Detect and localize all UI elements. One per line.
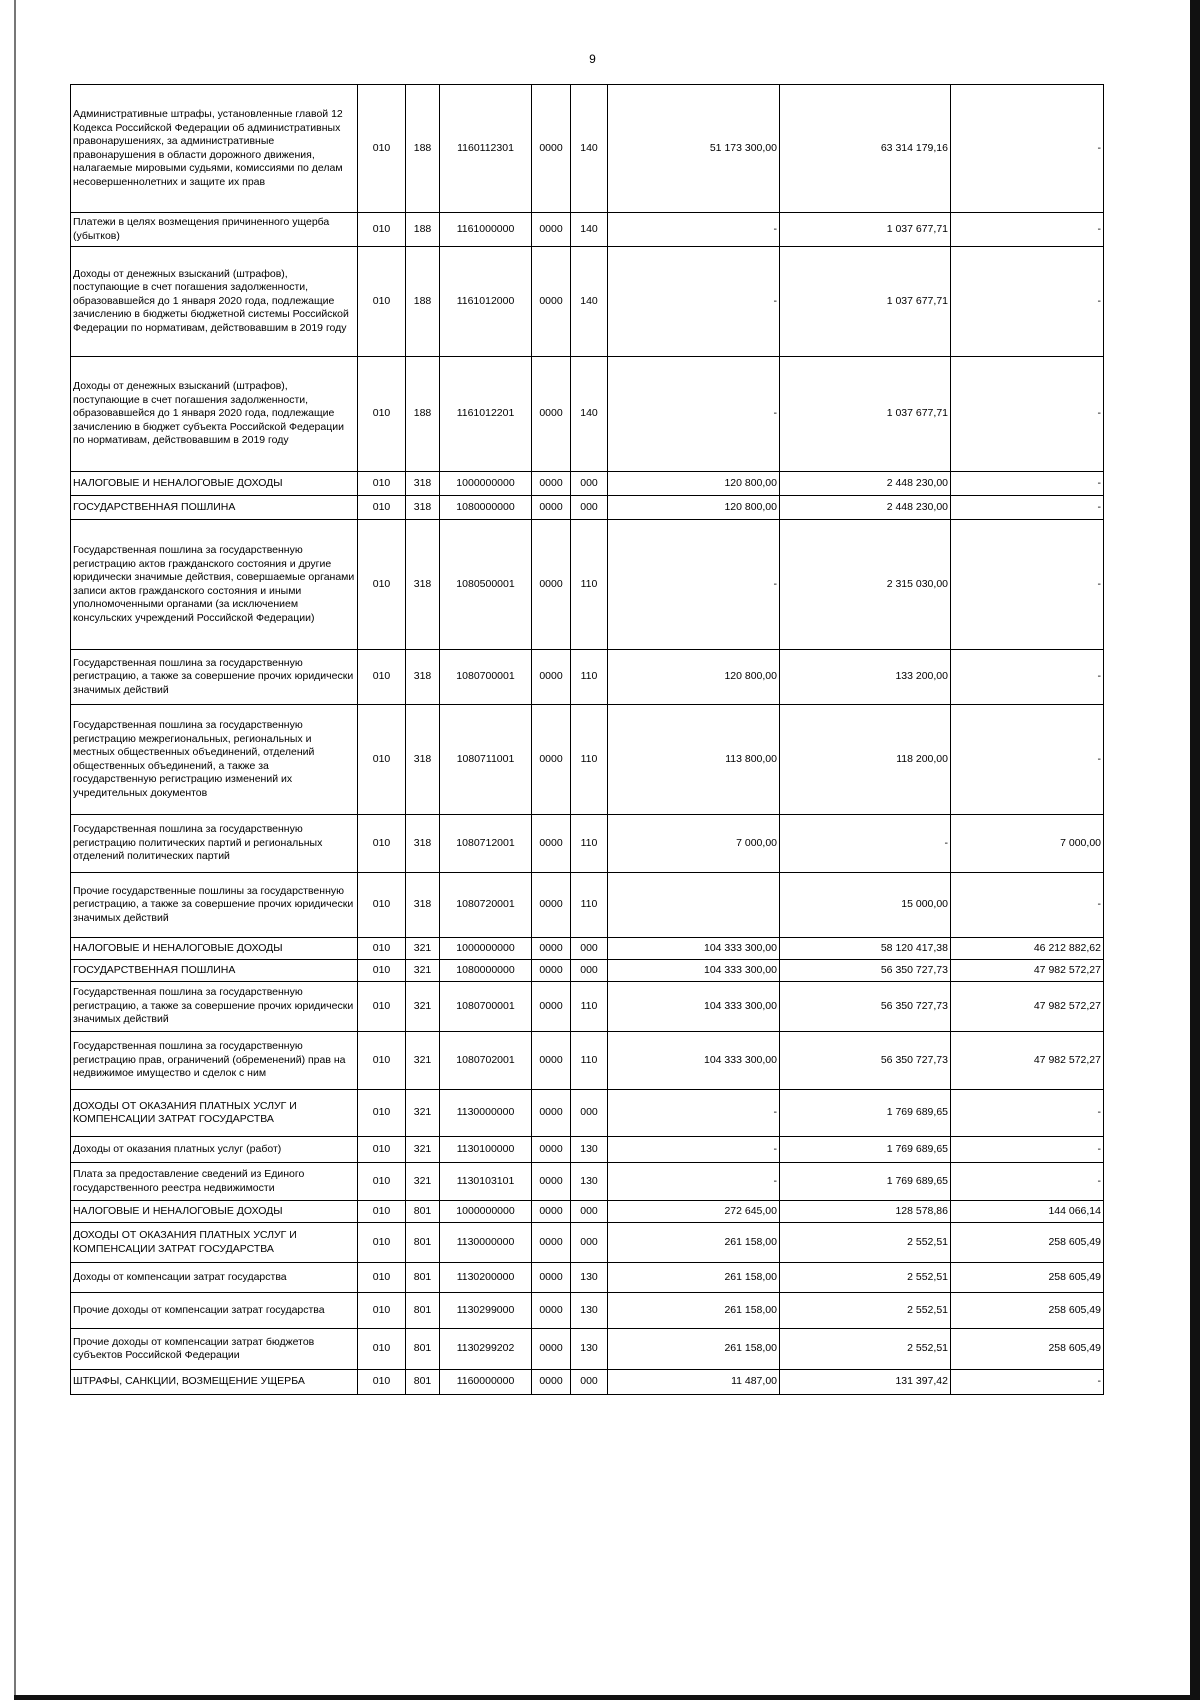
subcode-cell: 0000 xyxy=(532,1090,571,1137)
revenue-code-cell: 1080700001 xyxy=(440,650,532,705)
actual-amount-cell: 2 552,51 xyxy=(780,1223,951,1263)
actual-amount-cell: 118 200,00 xyxy=(780,705,951,815)
actual-amount-cell: 56 350 727,73 xyxy=(780,1032,951,1090)
classification-cell: 000 xyxy=(571,960,608,982)
admin-code-cell: 318 xyxy=(406,650,440,705)
table-row xyxy=(71,1223,1104,1263)
revenue-code-cell: 1000000000 xyxy=(440,1201,532,1223)
row-name-cell: ДОХОДЫ ОТ ОКАЗАНИЯ ПЛАТНЫХ УСЛУГ И КОМПЕНСАЦИИ ЗАТРАТ ГОСУДАРСТВА xyxy=(71,1223,358,1263)
unfulfilled-amount-cell: - xyxy=(951,496,1104,520)
row-name-cell: Государственная пошлина за государственную регистрацию, а также за совершение прочих юридически значимых действий xyxy=(71,650,358,705)
actual-amount-cell: 128 578,86 xyxy=(780,1201,951,1223)
plan-amount-cell xyxy=(608,873,780,938)
admin-code-cell: 801 xyxy=(406,1329,440,1370)
chapter-code-cell: 010 xyxy=(358,982,406,1032)
unfulfilled-amount-cell: - xyxy=(951,705,1104,815)
plan-amount-cell: 261 158,00 xyxy=(608,1263,780,1293)
classification-cell: 140 xyxy=(571,357,608,472)
table-row xyxy=(71,705,1104,815)
subcode-cell: 0000 xyxy=(532,357,571,472)
subcode-cell: 0000 xyxy=(532,1329,571,1370)
table-row xyxy=(71,873,1104,938)
scan-edge-left xyxy=(14,0,16,1700)
unfulfilled-amount-cell: - xyxy=(951,1090,1104,1137)
row-name-cell: ДОХОДЫ ОТ ОКАЗАНИЯ ПЛАТНЫХ УСЛУГ И КОМПЕНСАЦИИ ЗАТРАТ ГОСУДАРСТВА xyxy=(71,1090,358,1137)
chapter-code-cell: 010 xyxy=(358,1163,406,1201)
admin-code-cell: 321 xyxy=(406,938,440,960)
subcode-cell: 0000 xyxy=(532,1223,571,1263)
classification-cell: 110 xyxy=(571,705,608,815)
row-name-cell: Доходы от оказания платных услуг (работ) xyxy=(71,1137,358,1163)
row-name-cell: Прочие доходы от компенсации затрат государства xyxy=(71,1293,358,1329)
table-row xyxy=(71,815,1104,873)
admin-code-cell: 318 xyxy=(406,705,440,815)
chapter-code-cell: 010 xyxy=(358,1201,406,1223)
revenue-code-cell: 1130000000 xyxy=(440,1090,532,1137)
revenue-code-cell: 1160112301 xyxy=(440,85,532,213)
chapter-code-cell: 010 xyxy=(358,1293,406,1329)
unfulfilled-amount-cell: 7 000,00 xyxy=(951,815,1104,873)
classification-cell: 130 xyxy=(571,1293,608,1329)
admin-code-cell: 188 xyxy=(406,213,440,247)
unfulfilled-amount-cell: - xyxy=(951,650,1104,705)
subcode-cell: 0000 xyxy=(532,472,571,496)
actual-amount-cell: 1 769 689,65 xyxy=(780,1163,951,1201)
table-row xyxy=(71,650,1104,705)
actual-amount-cell: 1 769 689,65 xyxy=(780,1090,951,1137)
row-name-cell: Прочие государственные пошлины за государственную регистрацию, а также за совершение прочих юридически значимых действий xyxy=(71,873,358,938)
revenue-code-cell: 1130299000 xyxy=(440,1293,532,1329)
unfulfilled-amount-cell: - xyxy=(951,1163,1104,1201)
classification-cell: 110 xyxy=(571,815,608,873)
subcode-cell: 0000 xyxy=(532,1370,571,1395)
chapter-code-cell: 010 xyxy=(358,815,406,873)
row-name-cell: Прочие доходы от компенсации затрат бюджетов субъектов Российской Федерации xyxy=(71,1329,358,1370)
admin-code-cell: 801 xyxy=(406,1370,440,1395)
subcode-cell: 0000 xyxy=(532,1201,571,1223)
unfulfilled-amount-cell: 46 212 882,62 xyxy=(951,938,1104,960)
classification-cell: 110 xyxy=(571,873,608,938)
row-name-cell: НАЛОГОВЫЕ И НЕНАЛОГОВЫЕ ДОХОДЫ xyxy=(71,472,358,496)
revenue-code-cell: 1000000000 xyxy=(440,472,532,496)
admin-code-cell: 188 xyxy=(406,85,440,213)
row-name-cell: ГОСУДАРСТВЕННАЯ ПОШЛИНА xyxy=(71,496,358,520)
plan-amount-cell: 113 800,00 xyxy=(608,705,780,815)
subcode-cell: 0000 xyxy=(532,247,571,357)
admin-code-cell: 801 xyxy=(406,1223,440,1263)
unfulfilled-amount-cell: - xyxy=(951,213,1104,247)
actual-amount-cell: 2 448 230,00 xyxy=(780,496,951,520)
unfulfilled-amount-cell: - xyxy=(951,85,1104,213)
unfulfilled-amount-cell: - xyxy=(951,520,1104,650)
admin-code-cell: 188 xyxy=(406,357,440,472)
revenue-code-cell: 1080000000 xyxy=(440,960,532,982)
plan-amount-cell: 261 158,00 xyxy=(608,1293,780,1329)
admin-code-cell: 318 xyxy=(406,496,440,520)
table-row xyxy=(71,1293,1104,1329)
chapter-code-cell: 010 xyxy=(358,520,406,650)
admin-code-cell: 318 xyxy=(406,472,440,496)
revenue-code-cell: 1080712001 xyxy=(440,815,532,873)
table-row xyxy=(71,520,1104,650)
row-name-cell: ШТРАФЫ, САНКЦИИ, ВОЗМЕЩЕНИЕ УЩЕРБА xyxy=(71,1370,358,1395)
revenue-code-cell: 1160000000 xyxy=(440,1370,532,1395)
subcode-cell: 0000 xyxy=(532,1032,571,1090)
chapter-code-cell: 010 xyxy=(358,650,406,705)
revenue-code-cell: 1000000000 xyxy=(440,938,532,960)
actual-amount-cell: 56 350 727,73 xyxy=(780,982,951,1032)
classification-cell: 110 xyxy=(571,520,608,650)
chapter-code-cell: 010 xyxy=(358,357,406,472)
actual-amount-cell: 2 552,51 xyxy=(780,1329,951,1370)
plan-amount-cell: 261 158,00 xyxy=(608,1329,780,1370)
table-row xyxy=(71,1163,1104,1201)
scan-edge-bottom xyxy=(14,1695,1200,1700)
chapter-code-cell: 010 xyxy=(358,247,406,357)
classification-cell: 000 xyxy=(571,1201,608,1223)
chapter-code-cell: 010 xyxy=(358,496,406,520)
plan-amount-cell: 11 487,00 xyxy=(608,1370,780,1395)
chapter-code-cell: 010 xyxy=(358,873,406,938)
chapter-code-cell: 010 xyxy=(358,472,406,496)
subcode-cell: 0000 xyxy=(532,982,571,1032)
admin-code-cell: 321 xyxy=(406,1090,440,1137)
row-name-cell: Административные штрафы, установленные главой 12 Кодекса Российской Федерации об административных правонарушениях, за административные правонарушения в области дорожного движения, налагаемые мировыми судьями, комиссиями по делам несовершеннолетних и защите их прав xyxy=(71,85,358,213)
subcode-cell: 0000 xyxy=(532,650,571,705)
plan-amount-cell: 120 800,00 xyxy=(608,496,780,520)
plan-amount-cell: 104 333 300,00 xyxy=(608,982,780,1032)
plan-amount-cell: - xyxy=(608,1090,780,1137)
plan-amount-cell: 120 800,00 xyxy=(608,650,780,705)
admin-code-cell: 318 xyxy=(406,520,440,650)
revenue-code-cell: 1080702001 xyxy=(440,1032,532,1090)
actual-amount-cell: 133 200,00 xyxy=(780,650,951,705)
plan-amount-cell: - xyxy=(608,520,780,650)
row-name-cell: Доходы от денежных взысканий (штрафов), поступающие в счет погашения задолженности, образовавшейся до 1 января 2020 года, подлежащие зачислению в бюджеты бюджетной системы Российской Федерации по нормативам, действовавшим в 2019 году xyxy=(71,247,358,357)
plan-amount-cell: - xyxy=(608,213,780,247)
admin-code-cell: 801 xyxy=(406,1201,440,1223)
actual-amount-cell: 1 037 677,71 xyxy=(780,357,951,472)
row-name-cell: Плата за предоставление сведений из Единого государственного реестра недвижимости xyxy=(71,1163,358,1201)
plan-amount-cell: - xyxy=(608,247,780,357)
table-row xyxy=(71,1090,1104,1137)
plan-amount-cell: - xyxy=(608,1163,780,1201)
revenue-code-cell: 1130100000 xyxy=(440,1137,532,1163)
classification-cell: 110 xyxy=(571,1032,608,1090)
revenue-code-cell: 1130103101 xyxy=(440,1163,532,1201)
actual-amount-cell: 63 314 179,16 xyxy=(780,85,951,213)
row-name-cell: Государственная пошлина за государственную регистрацию межрегиональных, региональных и местных общественных объединений, отделений общественных объединений, а также за государственную регистрацию изменений их учредительных документов xyxy=(71,705,358,815)
chapter-code-cell: 010 xyxy=(358,1370,406,1395)
unfulfilled-amount-cell: - xyxy=(951,1370,1104,1395)
actual-amount-cell: 2 448 230,00 xyxy=(780,472,951,496)
chapter-code-cell: 010 xyxy=(358,1137,406,1163)
revenue-code-cell: 1080500001 xyxy=(440,520,532,650)
chapter-code-cell: 010 xyxy=(358,1223,406,1263)
subcode-cell: 0000 xyxy=(532,938,571,960)
classification-cell: 000 xyxy=(571,1370,608,1395)
classification-cell: 000 xyxy=(571,938,608,960)
revenue-code-cell: 1080720001 xyxy=(440,873,532,938)
classification-cell: 140 xyxy=(571,247,608,357)
revenue-code-cell: 1130000000 xyxy=(440,1223,532,1263)
classification-cell: 130 xyxy=(571,1329,608,1370)
row-name-cell: Государственная пошлина за государственную регистрацию, а также за совершение прочих юридически значимых действий xyxy=(71,982,358,1032)
unfulfilled-amount-cell: - xyxy=(951,472,1104,496)
admin-code-cell: 318 xyxy=(406,873,440,938)
revenue-code-cell: 1080711001 xyxy=(440,705,532,815)
classification-cell: 130 xyxy=(571,1263,608,1293)
chapter-code-cell: 010 xyxy=(358,938,406,960)
actual-amount-cell: 1 037 677,71 xyxy=(780,213,951,247)
plan-amount-cell: 104 333 300,00 xyxy=(608,938,780,960)
unfulfilled-amount-cell: - xyxy=(951,357,1104,472)
actual-amount-cell: 15 000,00 xyxy=(780,873,951,938)
subcode-cell: 0000 xyxy=(532,213,571,247)
row-name-cell: Государственная пошлина за государственную регистрацию политических партий и региональных отделений политических партий xyxy=(71,815,358,873)
table-row xyxy=(71,938,1104,960)
admin-code-cell: 801 xyxy=(406,1263,440,1293)
subcode-cell: 0000 xyxy=(532,960,571,982)
plan-amount-cell: - xyxy=(608,357,780,472)
revenue-code-cell: 1161012000 xyxy=(440,247,532,357)
unfulfilled-amount-cell: - xyxy=(951,247,1104,357)
actual-amount-cell: 56 350 727,73 xyxy=(780,960,951,982)
revenue-code-cell: 1130200000 xyxy=(440,1263,532,1293)
plan-amount-cell: - xyxy=(608,1137,780,1163)
subcode-cell: 0000 xyxy=(532,705,571,815)
row-name-cell: ГОСУДАРСТВЕННАЯ ПОШЛИНА xyxy=(71,960,358,982)
classification-cell: 110 xyxy=(571,982,608,1032)
subcode-cell: 0000 xyxy=(532,815,571,873)
row-name-cell: НАЛОГОВЫЕ И НЕНАЛОГОВЫЕ ДОХОДЫ xyxy=(71,938,358,960)
classification-cell: 000 xyxy=(571,1090,608,1137)
table-row xyxy=(71,472,1104,496)
unfulfilled-amount-cell: - xyxy=(951,873,1104,938)
admin-code-cell: 188 xyxy=(406,247,440,357)
table-row xyxy=(71,1263,1104,1293)
chapter-code-cell: 010 xyxy=(358,85,406,213)
subcode-cell: 0000 xyxy=(532,1137,571,1163)
table-body xyxy=(71,85,1104,1395)
actual-amount-cell: - xyxy=(780,815,951,873)
revenue-table xyxy=(70,84,1104,1395)
chapter-code-cell: 010 xyxy=(358,1263,406,1293)
subcode-cell: 0000 xyxy=(532,520,571,650)
classification-cell: 110 xyxy=(571,650,608,705)
unfulfilled-amount-cell: 258 605,49 xyxy=(951,1329,1104,1370)
table-row xyxy=(71,1201,1104,1223)
admin-code-cell: 321 xyxy=(406,960,440,982)
chapter-code-cell: 010 xyxy=(358,1032,406,1090)
table-row xyxy=(71,496,1104,520)
table-row xyxy=(71,213,1104,247)
plan-amount-cell: 272 645,00 xyxy=(608,1201,780,1223)
revenue-code-cell: 1161000000 xyxy=(440,213,532,247)
admin-code-cell: 321 xyxy=(406,1032,440,1090)
actual-amount-cell: 2 315 030,00 xyxy=(780,520,951,650)
classification-cell: 000 xyxy=(571,1223,608,1263)
actual-amount-cell: 2 552,51 xyxy=(780,1293,951,1329)
chapter-code-cell: 010 xyxy=(358,705,406,815)
chapter-code-cell: 010 xyxy=(358,213,406,247)
admin-code-cell: 321 xyxy=(406,1137,440,1163)
row-name-cell: Государственная пошлина за государственную регистрацию актов гражданского состояния и другие юридически значимые действия, совершаемые органами записи актов гражданского состояния и иными уполномоченными органами (за исключением консульских учреждений Российской Федерации) xyxy=(71,520,358,650)
chapter-code-cell: 010 xyxy=(358,960,406,982)
table-row xyxy=(71,1370,1104,1395)
table-row xyxy=(71,960,1104,982)
row-name-cell: Доходы от денежных взысканий (штрафов), поступающие в счет погашения задолженности, образовавшейся до 1 января 2020 года, подлежащие зачислению в бюджет субъекта Российской Федерации по нормативам, действовавшим в 2019 году xyxy=(71,357,358,472)
plan-amount-cell: 51 173 300,00 xyxy=(608,85,780,213)
admin-code-cell: 321 xyxy=(406,982,440,1032)
classification-cell: 140 xyxy=(571,213,608,247)
table-row xyxy=(71,357,1104,472)
table-row xyxy=(71,982,1104,1032)
plan-amount-cell: 120 800,00 xyxy=(608,472,780,496)
classification-cell: 130 xyxy=(571,1163,608,1201)
revenue-code-cell: 1161012201 xyxy=(440,357,532,472)
unfulfilled-amount-cell: 144 066,14 xyxy=(951,1201,1104,1223)
subcode-cell: 0000 xyxy=(532,496,571,520)
classification-cell: 000 xyxy=(571,472,608,496)
chapter-code-cell: 010 xyxy=(358,1329,406,1370)
admin-code-cell: 321 xyxy=(406,1163,440,1201)
table-row xyxy=(71,1032,1104,1090)
subcode-cell: 0000 xyxy=(532,873,571,938)
unfulfilled-amount-cell: - xyxy=(951,1137,1104,1163)
row-name-cell: Государственная пошлина за государственную регистрацию прав, ограничений (обременений) прав на недвижимое имущество и сделок с ним xyxy=(71,1032,358,1090)
actual-amount-cell: 131 397,42 xyxy=(780,1370,951,1395)
unfulfilled-amount-cell: 47 982 572,27 xyxy=(951,982,1104,1032)
classification-cell: 000 xyxy=(571,496,608,520)
plan-amount-cell: 104 333 300,00 xyxy=(608,960,780,982)
classification-cell: 140 xyxy=(571,85,608,213)
revenue-code-cell: 1130299202 xyxy=(440,1329,532,1370)
table-row xyxy=(71,1137,1104,1163)
revenue-code-cell: 1080700001 xyxy=(440,982,532,1032)
actual-amount-cell: 1 769 689,65 xyxy=(780,1137,951,1163)
plan-amount-cell: 7 000,00 xyxy=(608,815,780,873)
revenue-code-cell: 1080000000 xyxy=(440,496,532,520)
row-name-cell: Доходы от компенсации затрат государства xyxy=(71,1263,358,1293)
table-row xyxy=(71,85,1104,213)
table-row xyxy=(71,247,1104,357)
unfulfilled-amount-cell: 258 605,49 xyxy=(951,1223,1104,1263)
subcode-cell: 0000 xyxy=(532,1263,571,1293)
subcode-cell: 0000 xyxy=(532,1163,571,1201)
chapter-code-cell: 010 xyxy=(358,1090,406,1137)
actual-amount-cell: 1 037 677,71 xyxy=(780,247,951,357)
unfulfilled-amount-cell: 47 982 572,27 xyxy=(951,1032,1104,1090)
plan-amount-cell: 104 333 300,00 xyxy=(608,1032,780,1090)
plan-amount-cell: 261 158,00 xyxy=(608,1223,780,1263)
admin-code-cell: 801 xyxy=(406,1293,440,1329)
actual-amount-cell: 58 120 417,38 xyxy=(780,938,951,960)
unfulfilled-amount-cell: 258 605,49 xyxy=(951,1263,1104,1293)
row-name-cell: Платежи в целях возмещения причиненного ущерба (убытков) xyxy=(71,213,358,247)
scan-edge-right xyxy=(1190,0,1200,1700)
unfulfilled-amount-cell: 258 605,49 xyxy=(951,1293,1104,1329)
subcode-cell: 0000 xyxy=(532,1293,571,1329)
subcode-cell: 0000 xyxy=(532,85,571,213)
unfulfilled-amount-cell: 47 982 572,27 xyxy=(951,960,1104,982)
page-number: 9 xyxy=(589,52,596,66)
actual-amount-cell: 2 552,51 xyxy=(780,1263,951,1293)
classification-cell: 130 xyxy=(571,1137,608,1163)
row-name-cell: НАЛОГОВЫЕ И НЕНАЛОГОВЫЕ ДОХОДЫ xyxy=(71,1201,358,1223)
table-row xyxy=(71,1329,1104,1370)
admin-code-cell: 318 xyxy=(406,815,440,873)
